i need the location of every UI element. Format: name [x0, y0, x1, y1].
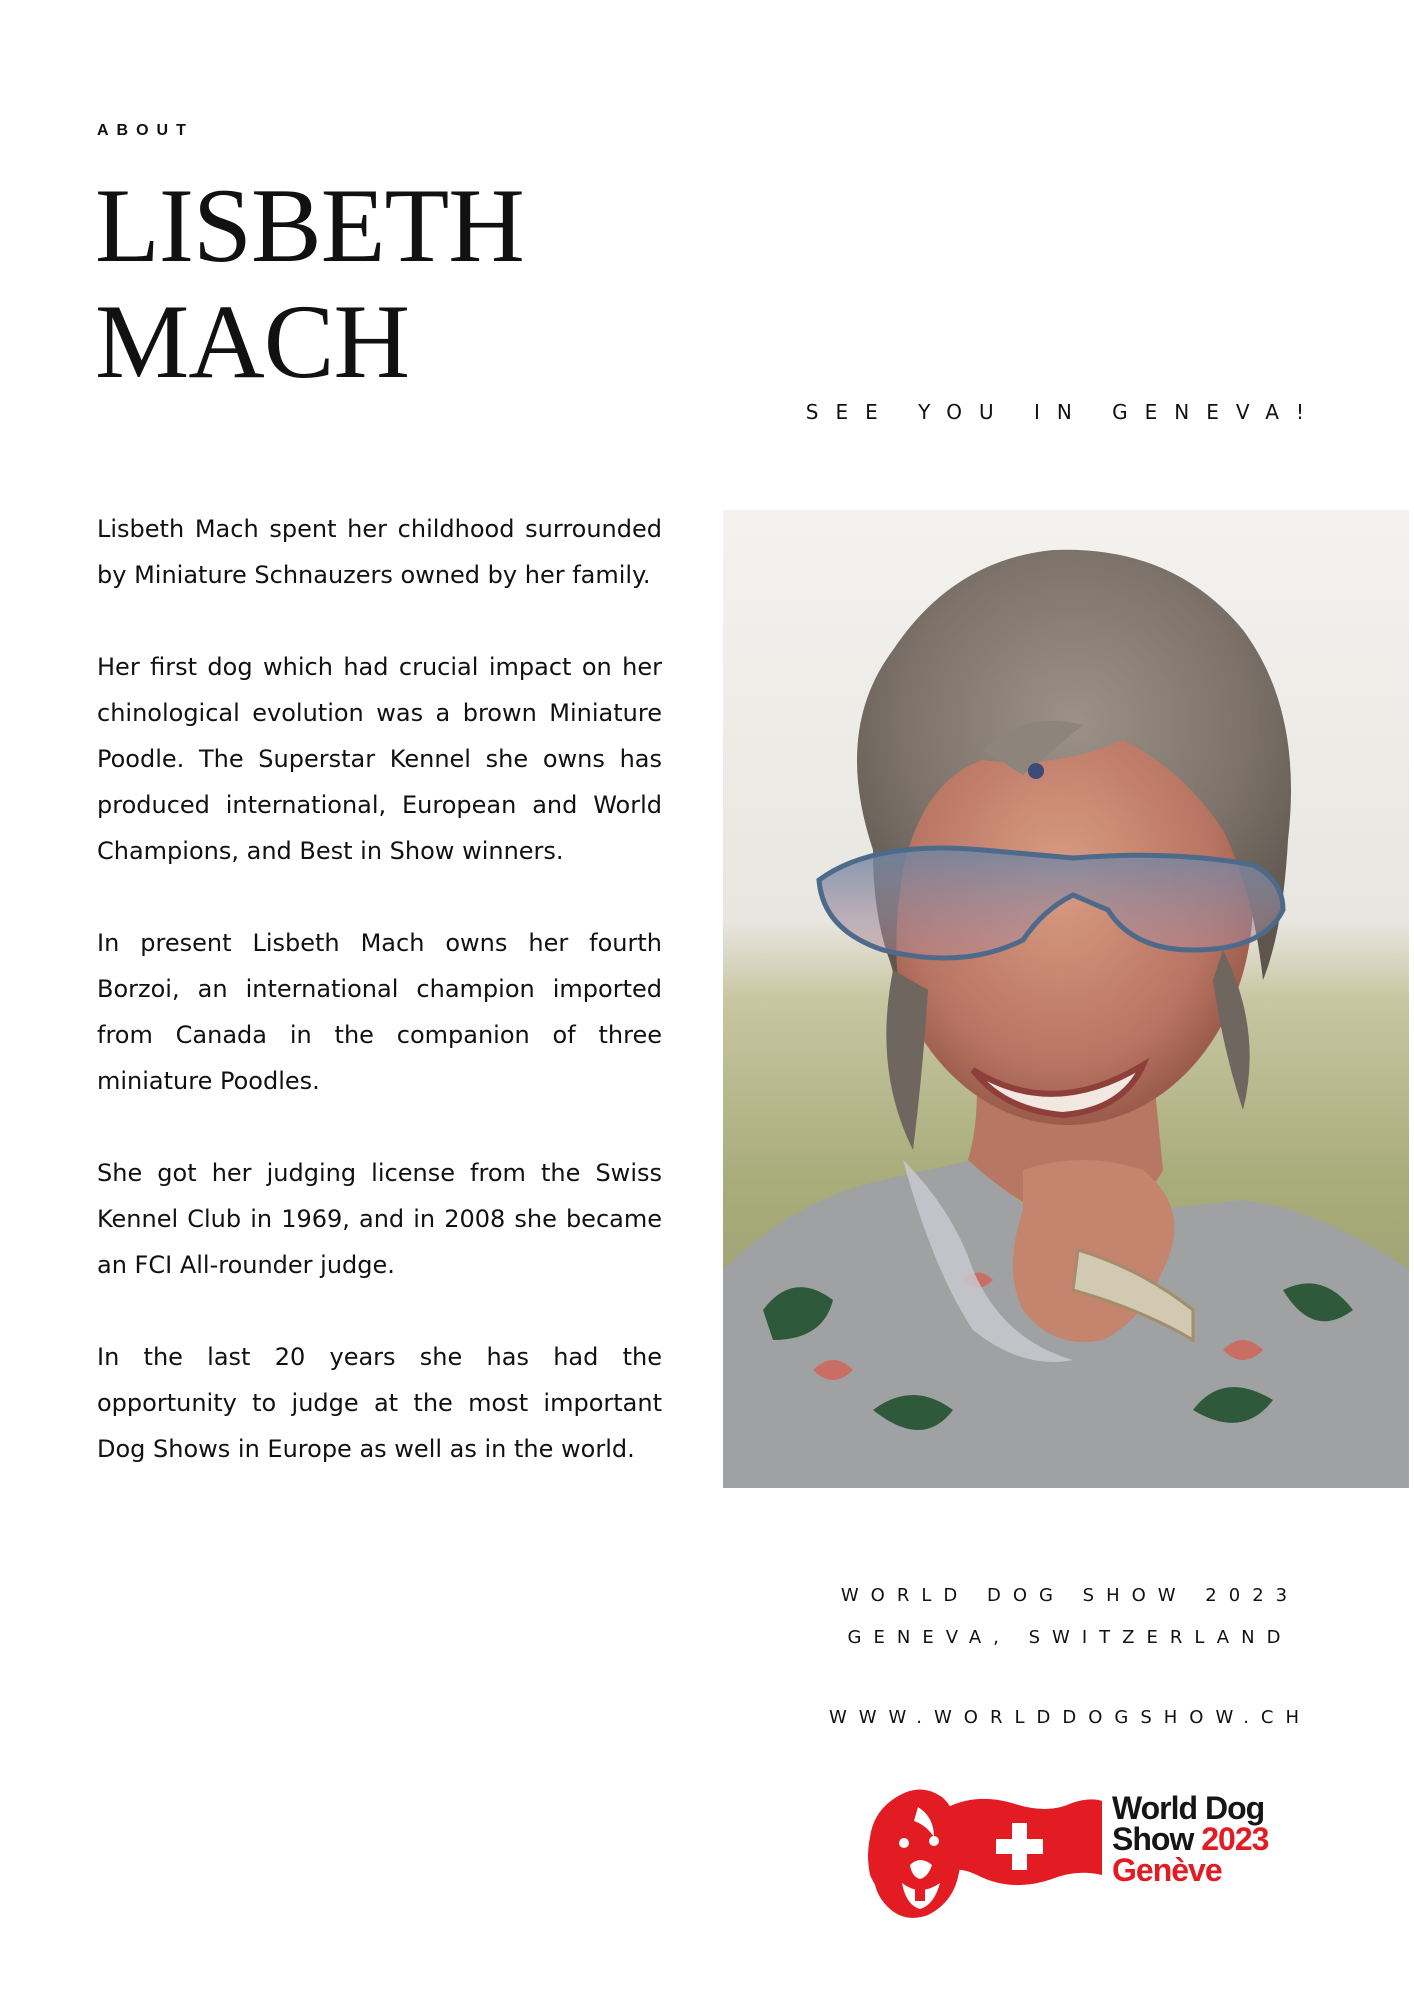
- event-location: GENEVA, SWITZERLAND: [847, 1627, 1293, 1648]
- logo-year: 2023: [1201, 1821, 1269, 1857]
- biography: [97, 506, 662, 1518]
- title-first-name: LISBETH: [95, 167, 524, 284]
- logo-wordmark: [1112, 1790, 1269, 1888]
- bio-paragraph: In the last 20 years she has had the opportunity to judge at the most important Dog Shows in Europe as well as in the world.: [97, 1343, 662, 1463]
- bio-paragraph: Lisbeth Mach spent her childhood surrounded by Miniature Schnauzers owned by her family.: [97, 515, 662, 589]
- tagline: SEE YOU IN GENEVA!: [805, 400, 1321, 424]
- logo-show-word: Show: [1112, 1821, 1202, 1857]
- page-title: [95, 168, 524, 400]
- logo-line-1: World Dog: [1112, 1790, 1265, 1826]
- bio-paragraph: She got her judging license from the Swiss Kennel Club in 1969, and in 2008 she became an FCI All-rounder judge.: [97, 1159, 662, 1279]
- title-last-name: MACH: [95, 283, 410, 400]
- event-name: WORLD DOG SHOW 2023: [840, 1585, 1300, 1606]
- bio-paragraph: Her first dog which had crucial impact on her chinological evolution was a brown Miniature Poodle. The Superstar Kennel she owns has produced international, European and World Champions, and Best in Show winners.: [97, 653, 662, 865]
- section-kicker: ABOUT: [97, 122, 194, 139]
- world-dog-show-logo: [862, 1785, 1292, 1925]
- portrait-photo: [723, 510, 1409, 1488]
- logo-line-2: [1112, 1821, 1269, 1857]
- bio-paragraph: In present Lisbeth Mach owns her fourth Borzoi, an international champion imported from Canada in the companion of three miniature Poodles.: [97, 929, 662, 1095]
- website-link[interactable]: WWW.WORLDDOGSHOW.CH: [828, 1707, 1312, 1728]
- logo-city: Genève: [1112, 1852, 1222, 1888]
- st-bernard-swiss-flag-icon: [862, 1785, 1107, 1921]
